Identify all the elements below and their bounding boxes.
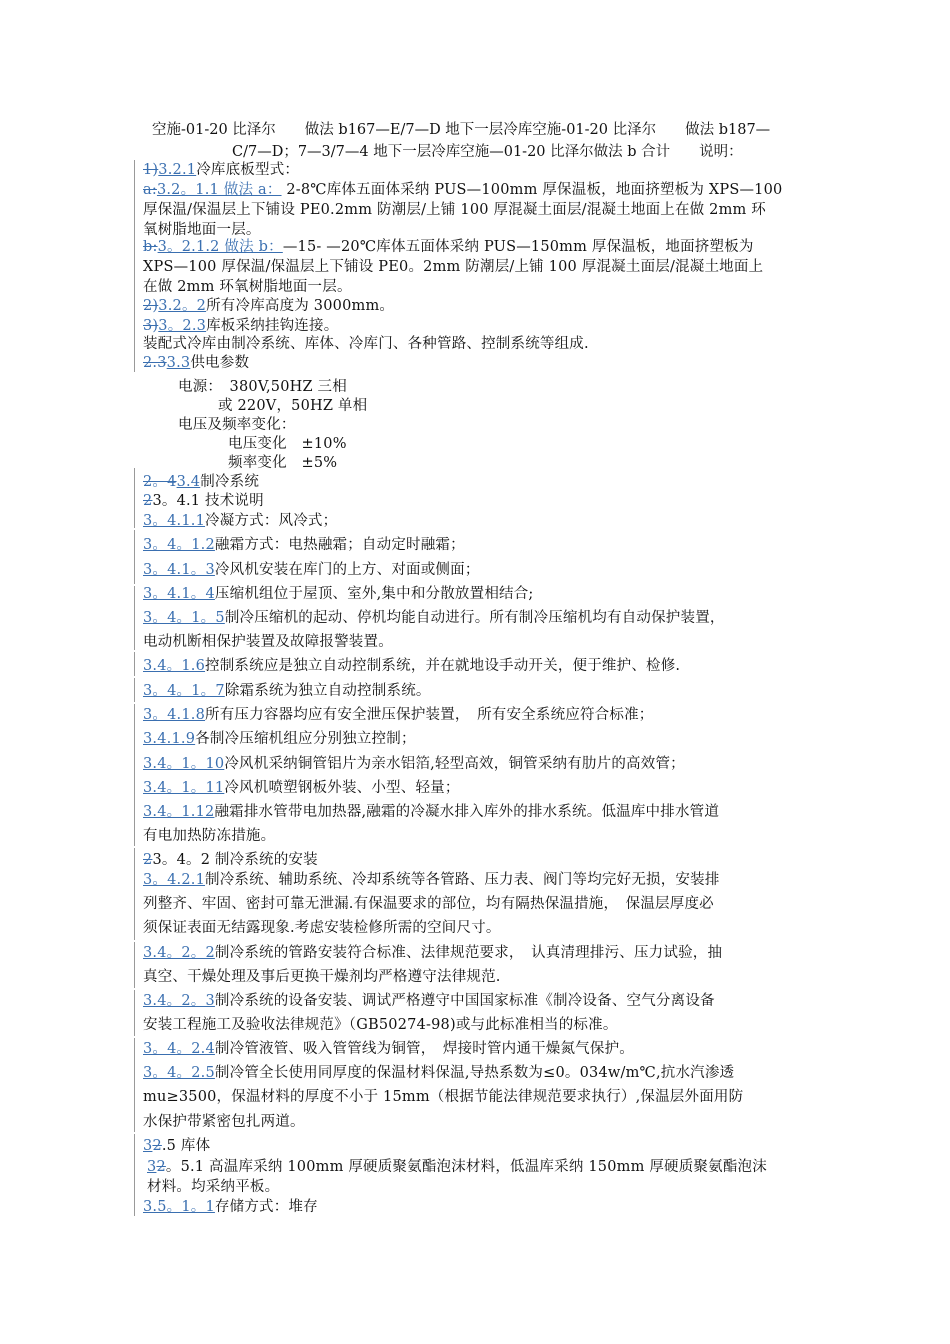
item-3-4-2-5-cont: mu≥3500，保温材料的厚度不小于 15mm（根据节能法律规范要求执行）,保温层外面用防 (143, 1089, 744, 1105)
revision-bar (134, 704, 135, 728)
deleted-text: 3) (143, 318, 159, 334)
method-b-line-3: 在做 2mm 环氧树脂地面一层。 (143, 279, 352, 295)
item-3-4-2-3 (143, 991, 715, 1011)
deleted-text: 2 (152, 1138, 162, 1154)
revision-bar (134, 1196, 135, 1216)
deleted-text: a: (143, 182, 157, 198)
section-3-4-1 (143, 491, 264, 511)
header-line-2: C/7—D；7—3/7—4 地下一层冷库空施—01-20 比泽尔做法 b 合计 说明： (232, 144, 743, 160)
item-3-4-2-3-cont: 安装工程施工及验收法律规范》（GB50274-98)或与此标准相当的标准。 (143, 1017, 618, 1033)
item-number: 3.4。2。2 (143, 945, 215, 961)
deleted-text: 2 (156, 1159, 166, 1175)
item-number: 3。4。1。7 (143, 683, 225, 699)
method-a-text: 2-8℃库体五面体采纳 PUS—100mm 厚保温板，地面挤塑板为 XPS—100 (281, 182, 783, 198)
item-3-4-1-11 (143, 778, 460, 798)
item-3-4-2-2-cont: 真空、干燥处理及事后更换干燥剂均严格遵守法律规范. (143, 969, 501, 985)
method-a-line-1 (143, 180, 782, 200)
inserted-number: 3.4 (176, 474, 201, 490)
section-text: 。5.1 高温库采纳 100mm 厚硬质聚氨酯泡沫材料，低温库采纳 150mm 厚硬质聚氨酯泡沫 (165, 1159, 767, 1175)
item-3-4-2-1-cont2: 须保证表面无结露现象.考虑安装检修所需的空间尺寸。 (143, 920, 501, 936)
revision-bar (134, 586, 135, 608)
section-3-5-1 (147, 1157, 767, 1177)
item-3-4-1-5 (143, 608, 725, 628)
item-text: 制冷系统的管路安装符合标准、法律规范要求， 认真清理排污、压力试验，抽 (214, 945, 723, 961)
item-text: 各制冷压缩机组应分别独立控制； (195, 731, 416, 747)
item-number: 3。4.1。4 (143, 586, 215, 602)
item-number: 3.4。2。3 (143, 993, 215, 1009)
item-number: 3.4。1.12 (143, 804, 215, 820)
item-3-4-2-5-cont2: 水保护带紧密包扎两道。 (143, 1114, 305, 1130)
item-number: 3。4。1。5 (143, 610, 225, 626)
revision-bar (134, 678, 135, 702)
item-3-4-1-4 (143, 584, 534, 604)
item-number: 3。4.2.1 (143, 872, 206, 888)
inserted-number: 3。2.3 (158, 318, 207, 334)
item-number: 3。4.1.8 (143, 707, 206, 723)
power-source: 电源： 380V,50HZ 三相 (178, 379, 347, 395)
method-b-line-2: XPS—100 厚保温/保温层上下铺设 PE0。2mm 防潮层/上铺 100 厚混凝土面层/混凝土地面上 (143, 259, 764, 275)
item-number: 3.4。1。10 (143, 756, 225, 772)
item-text: 冷风机采纳铜管铝片为亲水铝箔,轻型高效，铜管采纳有肋片的高效管； (224, 756, 685, 772)
section-3-4 (143, 472, 259, 492)
item-text: 制冷系统的设备安装、调试严格遵守中国国家标准《制冷设备、空气分离设备 (214, 993, 715, 1009)
inserted-number: 3.2。2 (158, 298, 207, 314)
section-text: 制冷系统 (200, 474, 260, 490)
section-text: 3。4.1 技术说明 (152, 493, 264, 509)
item-3-4-2-4 (143, 1039, 634, 1059)
section-text: 供电参数 (190, 355, 250, 371)
revision-bar (134, 160, 135, 372)
item-3-4-2-1-cont: 列整齐、牢固、密封可靠无泄漏.有保温要求的部位，均有隔热保温措施， 保温层厚度必 (143, 896, 714, 912)
item-number: 3。4。1.2 (143, 537, 215, 553)
revision-bar (134, 800, 135, 846)
deleted-text: b: (143, 239, 158, 255)
item-text: 冷凝方式：风冷式； (205, 513, 338, 529)
inserted-number: 3 (147, 1159, 157, 1175)
revision-bar (134, 652, 135, 676)
item-3-4-1-12 (143, 802, 719, 822)
item-3-4-1-1 (143, 511, 337, 531)
variation-label: 电压及频率变化： (178, 417, 296, 433)
inserted-number: 3 (143, 1138, 153, 1154)
item-text: 冷风机安装在库门的上方、对面或侧面； (214, 562, 480, 578)
item-3-4-1-5-cont: 电动机断相保护装置及故障报警装置。 (143, 634, 393, 650)
item-text: 控制系统应是独立自动控制系统，并在就地设手动开关，便于维护、检修. (205, 658, 681, 674)
section-3-4-2 (143, 850, 318, 870)
section-3-2-2 (143, 296, 394, 316)
inserted-number: 3.2.1 (158, 162, 197, 178)
power-alt: 或 220V，50HZ 单相 (218, 398, 368, 414)
revision-bar (134, 990, 135, 1036)
item-text: 所有压力容器均应有安全泄压保护装置， 所有安全系统应符合标准； (205, 707, 654, 723)
revision-bar (134, 530, 135, 562)
header-line-1: 空施-01-20 比泽尔 做法 b167—E/7—D 地下一层冷库空施-01-20 比泽尔 做法 b187— (152, 122, 771, 138)
item-text: 融霜排水管带电加热器,融霜的冷凝水排入库外的排水系统。低温库中排水管道 (214, 804, 720, 820)
item-text: 制冷管全长使用同厚度的保温材料保温,导热系数为≤0。034w/m℃,抗水汽渗透 (214, 1065, 735, 1081)
voltage-variation: 电压变化 ±10% (228, 436, 347, 452)
revision-bar (134, 728, 135, 752)
deleted-text: 2.3 (143, 355, 167, 371)
revision-bar (134, 1134, 135, 1158)
section-3-3 (143, 353, 249, 373)
method-b-text: —15- —20℃库体五面体采纳 PUS—150mm 厚保温板，地面挤塑板为 (282, 239, 754, 255)
revision-bar (134, 776, 135, 800)
item-number: 3。4.1。3 (143, 562, 215, 578)
item-3-4-1-8 (143, 705, 653, 725)
deleted-text: 2。4 (143, 474, 177, 490)
item-number: 3.5。1。1 (143, 1199, 215, 1215)
section-3-5 (143, 1136, 210, 1156)
item-number: 3。4.1.1 (143, 513, 206, 529)
item-3-4-1-7 (143, 681, 431, 701)
item-3-4-1-3 (143, 560, 480, 580)
revision-bar (134, 942, 135, 988)
revision-bar (134, 848, 135, 940)
item-3-5-1-1 (143, 1197, 318, 1217)
section-3-2-3 (143, 316, 338, 336)
inserted-number: 3。2.1.2 做法 b： (157, 239, 283, 255)
section-3-2-1 (143, 160, 299, 180)
deleted-text: 2 (143, 852, 153, 868)
item-text: 除霜系统为独立自动控制系统。 (224, 683, 431, 699)
deleted-text: 1) (143, 162, 159, 178)
item-3-4-1-12-cont: 有电加热防冻措施。 (143, 828, 276, 844)
frequency-variation: 频率变化 ±5% (228, 455, 338, 471)
revision-bar (134, 1062, 135, 1132)
item-text: 制冷管液管、吸入管管线为铜管， 焊接时管内通干燥氮气保护。 (214, 1041, 634, 1057)
item-number: 3。4。2.4 (143, 1041, 215, 1057)
deleted-text: 2 (143, 493, 153, 509)
method-a-line-2: 厚保温/保温层上下铺设 PE0.2mm 防潮层/上铺 100 厚混凝土面层/混凝土地面上在做 2mm 环 (143, 202, 767, 218)
item-number: 3.4.1.9 (143, 731, 196, 747)
section-text: 冷库底板型式： (196, 162, 300, 178)
revision-bar (134, 606, 135, 650)
item-text: 存储方式：堆存 (214, 1199, 318, 1215)
section-text: 所有冷库高度为 3000mm。 (206, 298, 395, 314)
inserted-number: 3.3 (166, 355, 191, 371)
revision-bar (134, 560, 135, 584)
item-3-4-1-2 (143, 535, 465, 555)
item-number: 3.4。1。11 (143, 780, 225, 796)
item-text: 冷风机喷塑钢板外装、小型、轻量； (224, 780, 460, 796)
method-a-line-3: 氧树脂地面一层。 (143, 222, 261, 238)
item-3-4-1-9 (143, 729, 416, 749)
item-3-4-2-1 (143, 870, 720, 890)
inserted-number: 3.2。1.1 做法 a： (156, 182, 282, 198)
item-text: 融霜方式：电热融霜；自动定时融霜； (214, 537, 465, 553)
item-3-4-2-5 (143, 1063, 734, 1083)
item-text: 制冷系统、辅助系统、冷却系统等各管路、压力表、阀门等均完好无损，安装排 (205, 872, 720, 888)
revision-bar (134, 468, 135, 528)
item-3-4-1-6 (143, 656, 680, 676)
item-text: 制冷压缩机的起动、停机均能自动进行。所有制冷压缩机均有自动保护装置， (224, 610, 725, 626)
section-text: .5 库体 (161, 1138, 211, 1154)
method-b-line-1 (143, 237, 754, 257)
assembly-text: 装配式冷库由制冷系统、库体、冷库门、各种管路、控制系统等组成. (143, 336, 589, 352)
item-number: 3.4。1.6 (143, 658, 206, 674)
revision-bar (134, 1158, 135, 1198)
section-text: 库板采纳挂钩连接。 (206, 318, 339, 334)
revision-bar (134, 1038, 135, 1062)
section-3-5-1-cont: 材料。均采纳平板。 (147, 1179, 280, 1195)
item-3-4-1-10 (143, 754, 685, 774)
item-number: 3。4。2.5 (143, 1065, 215, 1081)
deleted-text: 2) (143, 298, 159, 314)
section-text: 3。4。2 制冷系统的安装 (152, 852, 318, 868)
item-text: 压缩机组位于屋顶、室外,集中和分散放置相结合; (214, 586, 534, 602)
item-3-4-2-2 (143, 943, 722, 963)
revision-bar (134, 752, 135, 776)
